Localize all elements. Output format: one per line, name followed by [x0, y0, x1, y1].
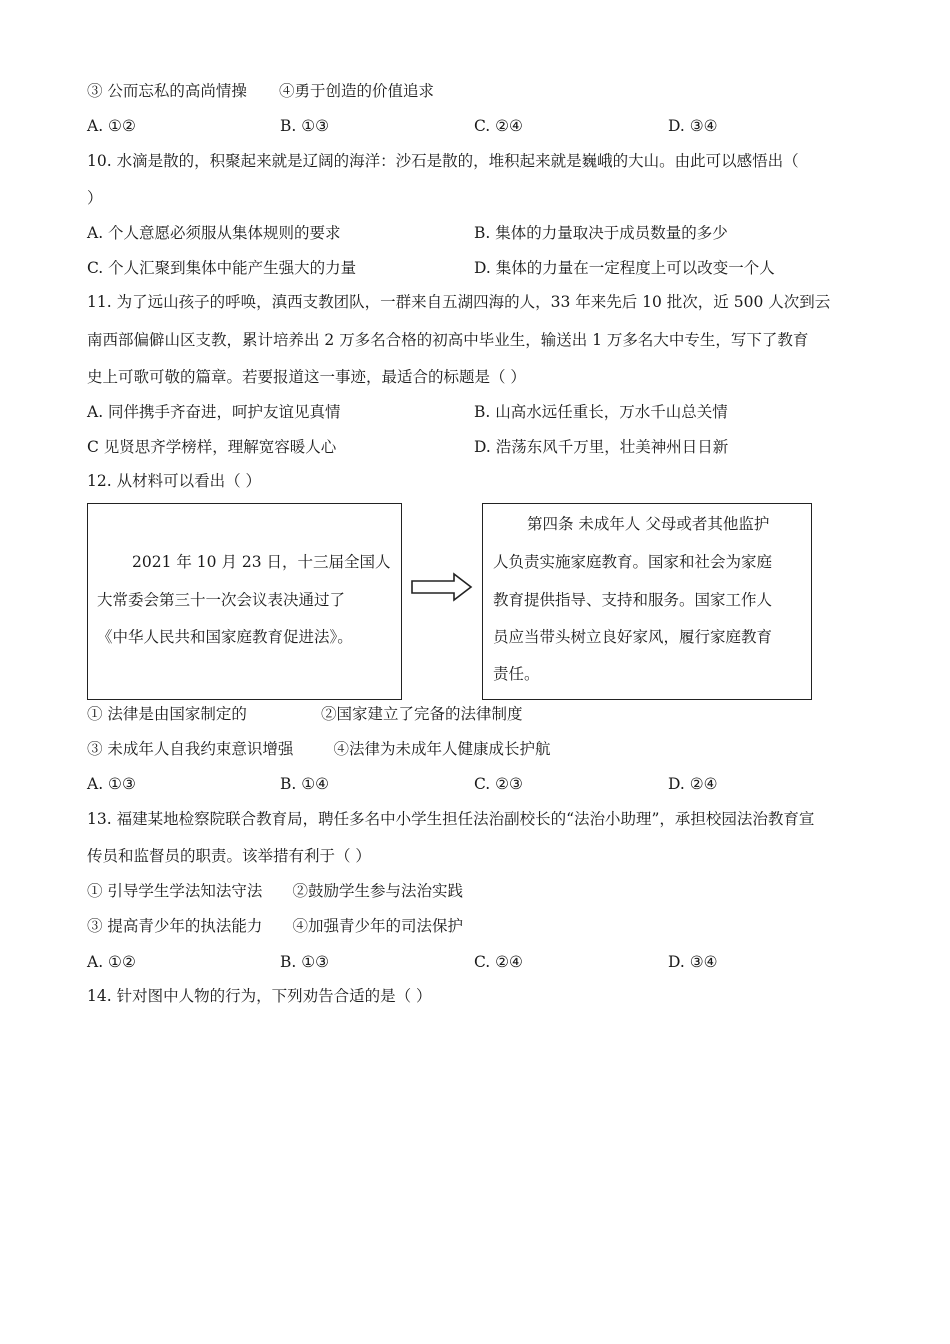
- q10-stem-line-1: 10. 水滴是散的，积聚起来就是辽阔的海洋：沙石是散的，堆积起来就是巍峨的大山。由此可以感悟出（: [87, 152, 799, 170]
- material-right-line-1: 第四条 未成年人 父母或者其他监护: [527, 515, 770, 533]
- material-right-line-2: 人负责实施家庭教育。国家和社会为家庭: [493, 553, 773, 571]
- material-left-line-1: 2021 年 10 月 23 日，十三届全国人: [132, 553, 391, 571]
- q13-option-b[interactable]: B. ①③: [280, 953, 330, 971]
- q9-option-c[interactable]: C. ②④: [474, 117, 523, 135]
- right-arrow-icon: [410, 572, 474, 602]
- material-left-line-2: 大常委会第三十一次会议表决通过了: [97, 591, 346, 609]
- q9-option-b[interactable]: B. ①③: [280, 117, 330, 135]
- q12-statement-3: ③ 未成年人自我约束意识增强: [87, 740, 294, 758]
- q10-stem-line-2: ）: [87, 189, 103, 207]
- q13-statement-3: ③ 提高青少年的执法能力: [87, 917, 263, 935]
- q12-material-box-right: [482, 503, 812, 700]
- q12-statement-4: ④法律为未成年人健康成长护航: [333, 740, 551, 758]
- q12-stem: 12. 从材料可以看出（ ）: [87, 472, 262, 490]
- q14-stem: 14. 针对图中人物的行为，下列劝告合适的是（ ）: [87, 987, 432, 1005]
- q12-option-d[interactable]: D. ②④: [668, 775, 718, 793]
- q12-statements-row-1: [87, 704, 522, 724]
- material-right-line-3: 教育提供指导、支持和服务。国家工作人: [493, 591, 773, 609]
- q12-option-b[interactable]: B. ①④: [280, 775, 330, 793]
- q12-statement-1: ① 法律是由国家制定的: [87, 705, 247, 723]
- q12-material-box-left: [87, 503, 402, 700]
- q13-statement-4: ④加强青少年的司法保护: [292, 917, 463, 935]
- q10-option-c[interactable]: C. 个人汇聚到集体中能产生强大的力量: [87, 259, 357, 277]
- q13-option-c[interactable]: C. ②④: [474, 953, 523, 971]
- q9-statement-3: ③ 公而忘私的高尚情操: [87, 82, 247, 100]
- q12-option-c[interactable]: C. ②③: [474, 775, 523, 793]
- q12-option-a[interactable]: A. ①③: [87, 775, 136, 793]
- q13-stem-line-1: 13. 福建某地检察院联合教育局，聘任多名中小学生担任法治副校长的“法治小助理”，承担校园法治教育宣: [87, 810, 815, 828]
- q13-statement-2: ②鼓励学生参与法治实践: [292, 882, 463, 900]
- q12-statements-row-2: [87, 739, 550, 759]
- q9-statement-4: ④勇于创造的价值追求: [278, 82, 434, 100]
- q12-statement-2: ②国家建立了完备的法律制度: [320, 705, 523, 723]
- q9-option-a[interactable]: A. ①②: [87, 117, 136, 135]
- q11-stem-line-2: 南西部偏僻山区支教，累计培养出 2 万多名合格的初高中毕业生，输送出 1 万多名大中专生，写下了教育: [87, 331, 809, 349]
- q11-option-a[interactable]: A. 同伴携手齐奋进，呵护友谊见真情: [87, 403, 341, 421]
- q11-stem-line-3: 史上可歌可敬的篇章。若要报道这一事迹，最适合的标题是（ ）: [87, 368, 526, 386]
- q11-option-b[interactable]: B. 山高水远任重长，万水千山总关情: [474, 403, 728, 421]
- q11-option-d[interactable]: D. 浩荡东风千万里，壮美神州日日新: [474, 438, 729, 456]
- q13-statement-1: ① 引导学生学法知法守法: [87, 882, 263, 900]
- q10-option-a[interactable]: A. 个人意愿必须服从集体规则的要求: [87, 224, 341, 242]
- q13-statements-row-2: [87, 916, 463, 936]
- q13-option-d[interactable]: D. ③④: [668, 953, 718, 971]
- material-left-line-3: 《中华人民共和国家庭教育促进法》。: [97, 628, 353, 646]
- q10-option-b[interactable]: B. 集体的力量取决于成员数量的多少: [474, 224, 728, 242]
- q13-statements-row-1: [87, 881, 463, 901]
- q13-option-a[interactable]: A. ①②: [87, 953, 136, 971]
- q10-option-d[interactable]: D. 集体的力量在一定程度上可以改变一个人: [474, 259, 775, 277]
- q13-stem-line-2: 传员和监督员的职责。该举措有利于（ ）: [87, 847, 371, 865]
- q9-option-d[interactable]: D. ③④: [668, 117, 718, 135]
- material-right-line-4: 员应当带头树立良好家风，履行家庭教育: [493, 628, 773, 646]
- q11-option-c[interactable]: C 见贤思齐学榜样，理解宽容暖人心: [87, 438, 337, 456]
- q9-statements-row: [87, 81, 434, 101]
- material-right-line-5: 责任。: [493, 665, 540, 683]
- q11-stem-line-1: 11. 为了远山孩子的呼唤，滇西支教团队，一群来自五湖四海的人，33 年来先后 10 批次，近 500 人次到云: [87, 293, 831, 311]
